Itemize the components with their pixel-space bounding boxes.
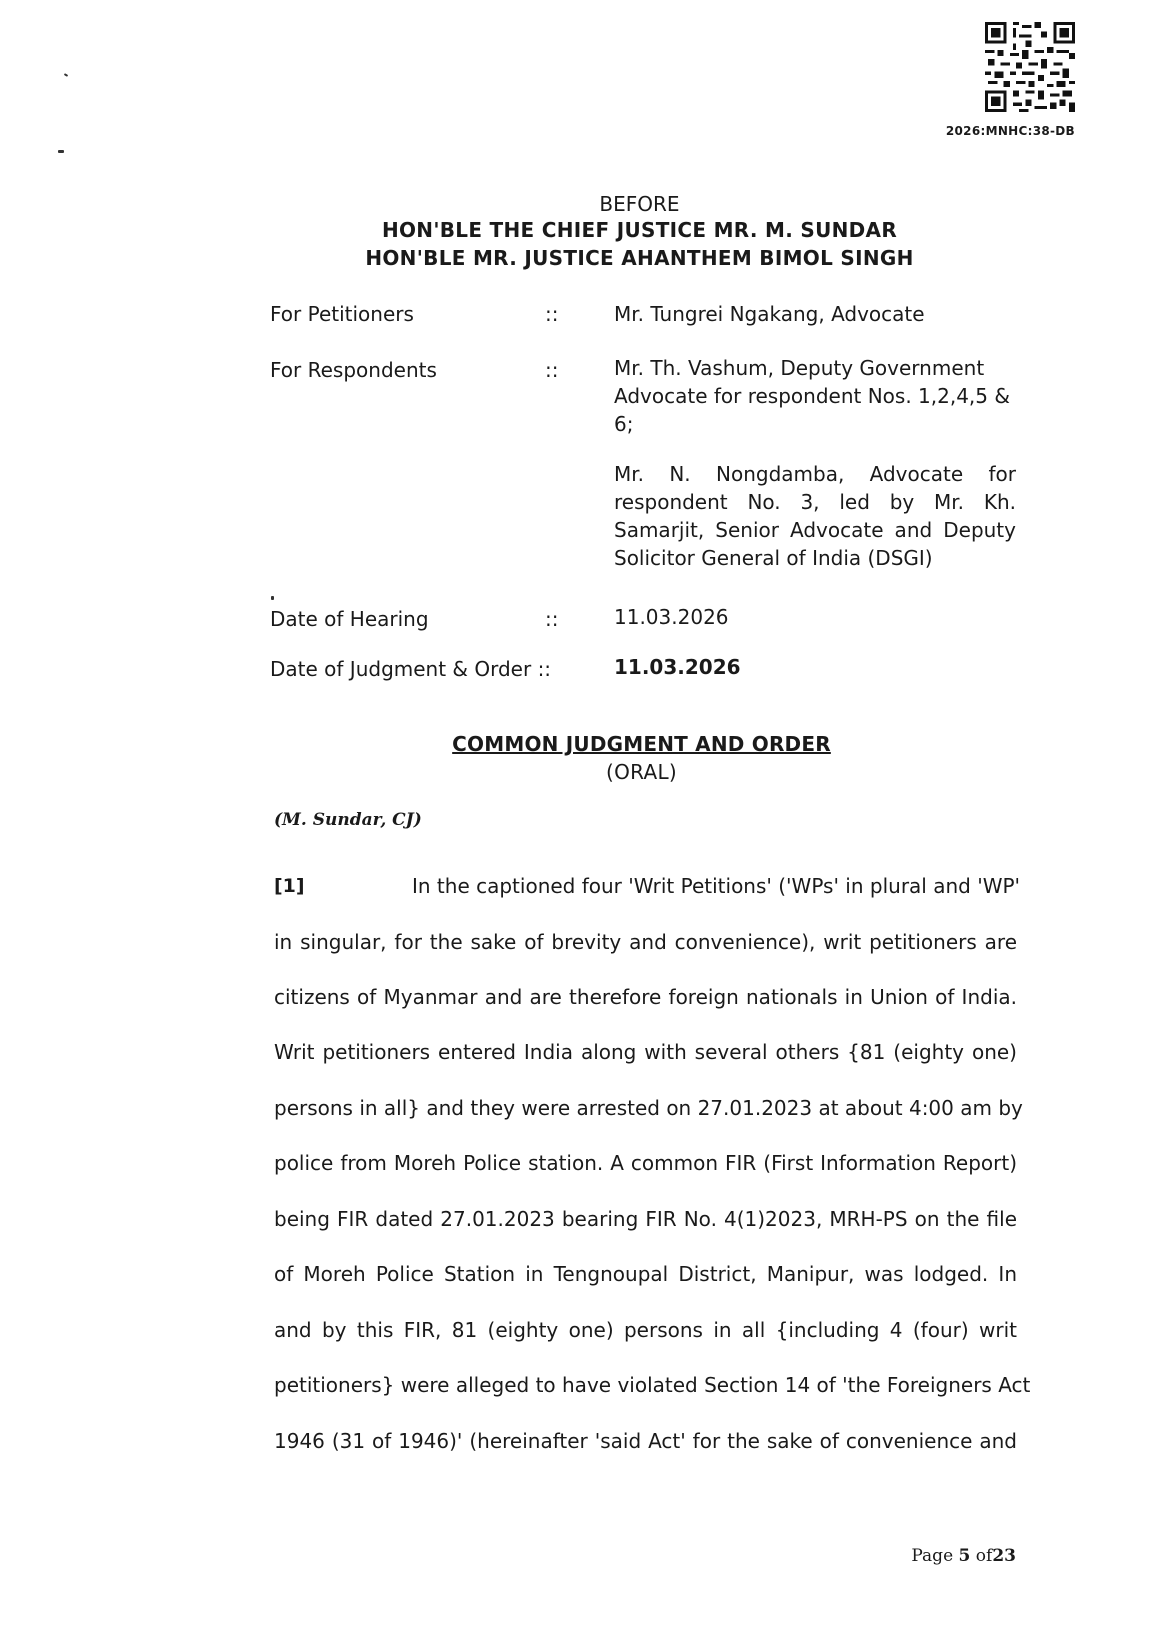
petitioners-label: For Petitioners [270, 302, 414, 326]
page-total: 23 [992, 1546, 1016, 1566]
judgment-date: 11.03.2026 [614, 655, 741, 679]
body-line: of Moreh Police Station in Tengnoupal District, Manipur, was lodged. In [274, 1262, 1017, 1286]
body-line: 1946 (31 of 1946)' (hereinafter 'said Act' for the sake of convenience and [274, 1429, 1017, 1453]
respondents-counsel-2: Mr. N. Nongdamba, Advocate for respondent No. 3, led by Mr. Kh. Samarjit, Senior Advocate and Deputy Solicitor General of India (DSGI) [614, 462, 1016, 570]
hearing-date: 11.03.2026 [614, 605, 729, 629]
body-line: police from Moreh Police station. A common FIR (First Information Report) [274, 1151, 1017, 1175]
judgment-heading: COMMON JUDGMENT AND ORDER [452, 732, 831, 756]
scan-speck [58, 150, 64, 153]
page-indicator [896, 1546, 1016, 1566]
body-line: Writ petitioners entered India along with several others {81 (eighty one) [274, 1040, 1017, 1064]
separator: :: [545, 358, 559, 382]
petitioners-counsel: Mr. Tungrei Ngakang, Advocate [614, 302, 925, 326]
paragraph-number: [1] [274, 875, 305, 897]
justice-name: HON'BLE MR. JUSTICE AHANTHEM BIMOL SINGH [365, 246, 914, 270]
judgment-date-label: Date of Judgment & Order :: [270, 657, 552, 681]
body-line: in singular, for the sake of brevity and convenience), writ petitioners are [274, 930, 1017, 954]
scan-speck [64, 73, 68, 77]
body-line: and by this FIR, 81 (eighty one) persons in all {including 4 (four) writ [274, 1318, 1017, 1342]
page-current: 5 [958, 1546, 971, 1566]
author-line: (M. Sundar, CJ) [274, 810, 422, 830]
scan-speck [271, 596, 274, 600]
separator: :: [545, 607, 559, 631]
neutral-citation: 2026:MNHC:38-DB [945, 124, 1075, 138]
separator: :: [545, 302, 559, 326]
body-line: persons in all} and they were arrested on 27.01.2023 at about 4:00 am by [274, 1096, 1023, 1120]
qr-code-icon [985, 22, 1075, 112]
body-line: In the captioned four 'Writ Petitions' ('WPs' in plural and 'WP' [412, 874, 1021, 898]
before-label: BEFORE [599, 192, 680, 216]
body-line: being FIR dated 27.01.2023 bearing FIR No. 4(1)2023, MRH-PS on the file [274, 1207, 1017, 1231]
respondents-label: For Respondents [270, 358, 437, 382]
body-line: petitioners} were alleged to have violated Section 14 of 'the Foreigners Act [274, 1373, 1031, 1397]
chief-justice-name: HON'BLE THE CHIEF JUSTICE MR. M. SUNDAR [381, 218, 898, 242]
page-word: Page [911, 1546, 954, 1566]
judgment-subheading: (ORAL) [605, 760, 678, 784]
respondents-counsel-1: Mr. Th. Vashum, Deputy Government Advocate for respondent Nos. 1,2,4,5 & 6; [614, 356, 1010, 436]
body-line: citizens of Myanmar and are therefore foreign nationals in Union of India. [274, 985, 1017, 1009]
hearing-label: Date of Hearing [270, 607, 429, 631]
page-of: of [975, 1546, 993, 1566]
